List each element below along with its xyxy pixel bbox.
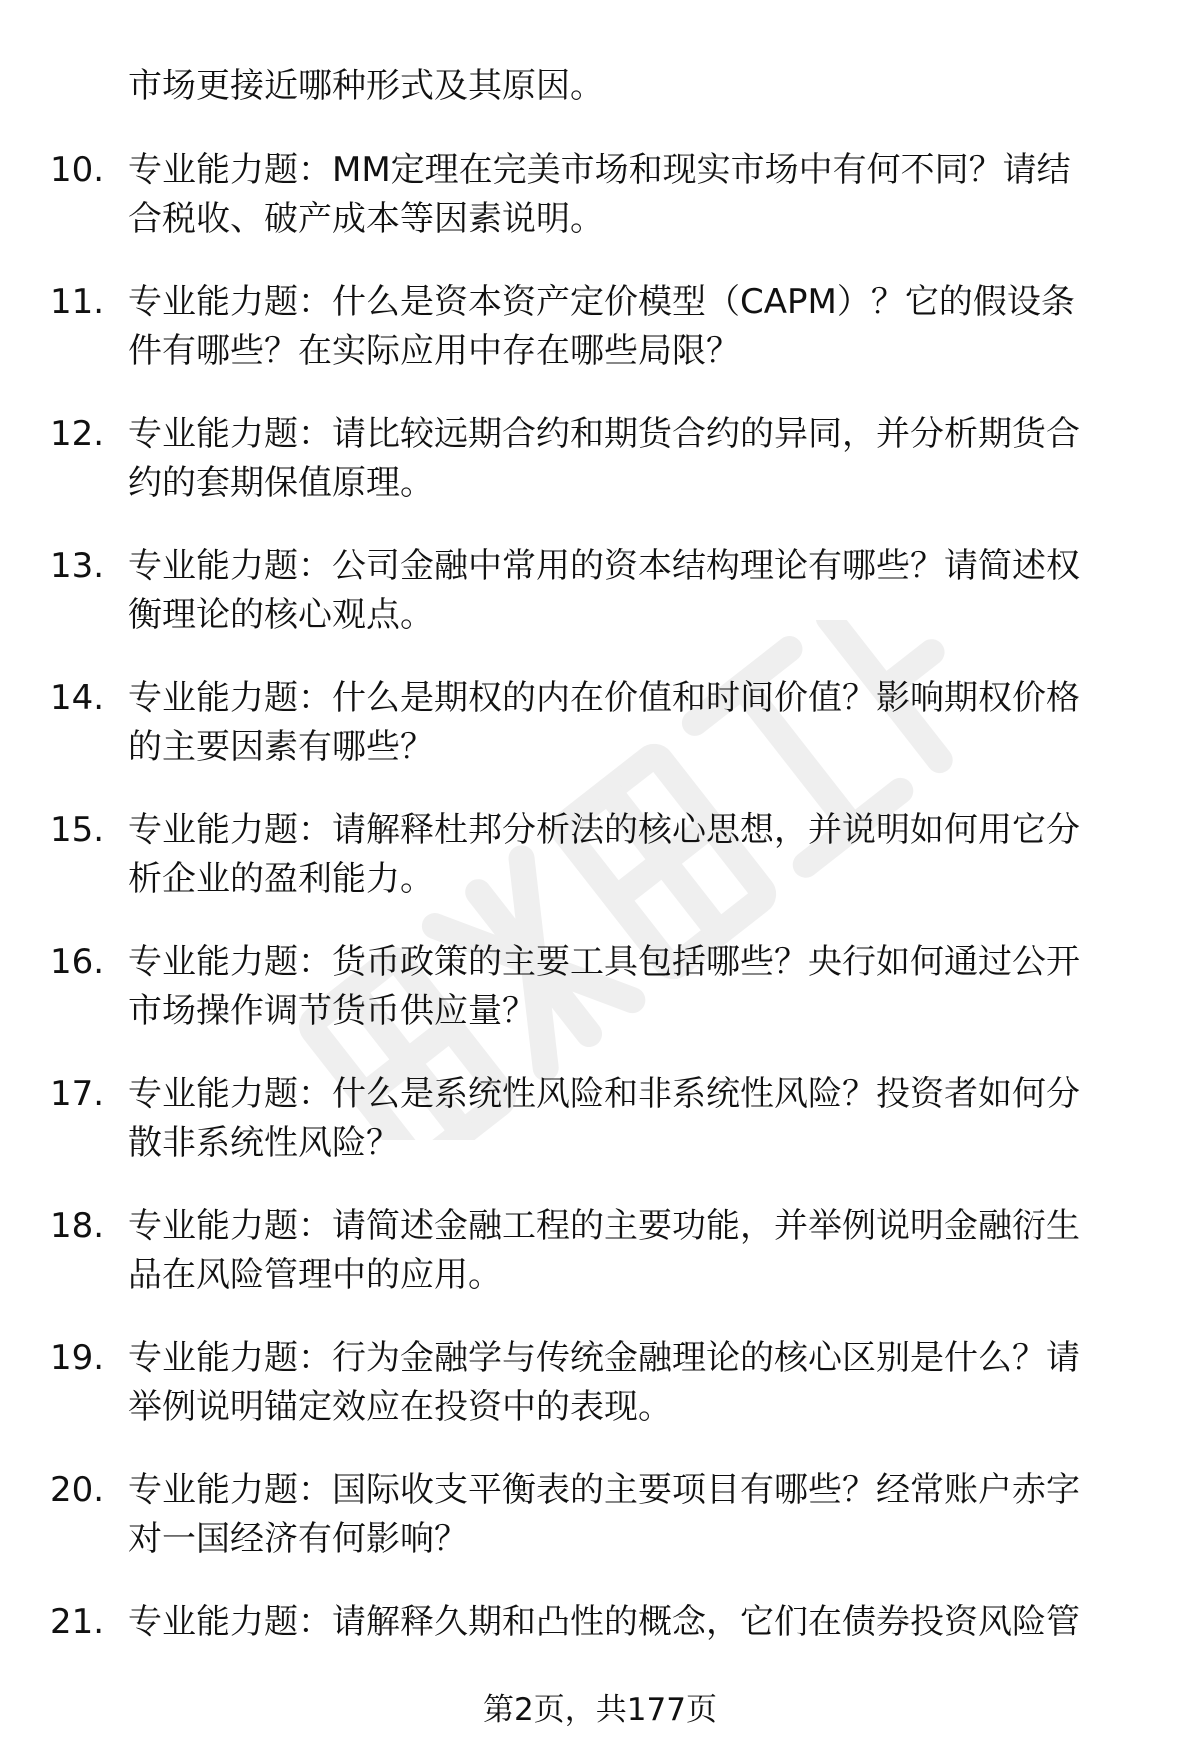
question-text-line: 件有哪些？在实际应用中存在哪些局限？ bbox=[128, 331, 740, 371]
question-number: 10. bbox=[50, 150, 105, 190]
question-text-line: 对一国经济有何影响？ bbox=[128, 1519, 468, 1559]
question-number: 18. bbox=[50, 1206, 105, 1246]
question-text-line: 专业能力题：行为金融学与传统金融理论的核心区别是什么？请 bbox=[128, 1338, 1080, 1378]
question-text-line: 专业能力题：国际收支平衡表的主要项目有哪些？经常账户赤字 bbox=[128, 1470, 1080, 1510]
page-footer: 第2页，共177页 bbox=[483, 1692, 717, 1728]
question-item bbox=[0, 674, 1200, 772]
question-text-line: 专业能力题：请比较远期合约和期货合约的异同，并分析期货合 bbox=[128, 414, 1080, 454]
question-item bbox=[0, 410, 1200, 508]
question-number: 21. bbox=[50, 1602, 105, 1642]
question-text-line: 专业能力题：公司金融中常用的资本结构理论有哪些？请简述权 bbox=[128, 546, 1080, 586]
question-item bbox=[0, 278, 1200, 376]
question-number: 20. bbox=[50, 1470, 105, 1510]
question-text-line: 约的套期保值原理。 bbox=[128, 463, 434, 503]
question-number: 19. bbox=[50, 1338, 105, 1378]
question-item bbox=[0, 1466, 1200, 1564]
question-text-line: 专业能力题：请简述金融工程的主要功能，并举例说明金融衍生 bbox=[128, 1206, 1080, 1246]
question-item bbox=[0, 938, 1200, 1036]
question-number: 14. bbox=[50, 678, 105, 718]
continuation-text: 市场更接近哪种形式及其原因。 bbox=[128, 66, 604, 106]
question-text-line: 合税收、破产成本等因素说明。 bbox=[128, 199, 604, 239]
question-item bbox=[0, 542, 1200, 640]
question-text-line: 专业能力题：请解释杜邦分析法的核心思想，并说明如何用它分 bbox=[128, 810, 1080, 850]
question-number: 13. bbox=[50, 546, 105, 586]
question-item bbox=[0, 1598, 1200, 1696]
question-text-line: 专业能力题：什么是资本资产定价模型（CAPM）？它的假设条 bbox=[128, 282, 1075, 322]
question-text-line: 的主要因素有哪些？ bbox=[128, 727, 434, 767]
question-text-line: 衡理论的核心观点。 bbox=[128, 595, 434, 635]
question-text-line: 品在风险管理中的应用。 bbox=[128, 1255, 502, 1295]
question-number: 15. bbox=[50, 810, 105, 850]
question-item bbox=[0, 1334, 1200, 1432]
question-text-line: 专业能力题：什么是系统性风险和非系统性风险？投资者如何分 bbox=[128, 1074, 1080, 1114]
question-text-line: 散非系统性风险？ bbox=[128, 1123, 400, 1163]
question-list bbox=[0, 146, 1200, 1730]
question-item bbox=[0, 1070, 1200, 1168]
question-text-line: 专业能力题：货币政策的主要工具包括哪些？央行如何通过公开 bbox=[128, 942, 1080, 982]
question-text-line: 举例说明锚定效应在投资中的表现。 bbox=[128, 1387, 672, 1427]
question-text-line: 市场操作调节货币供应量？ bbox=[128, 991, 536, 1031]
question-item bbox=[0, 1202, 1200, 1300]
question-number: 11. bbox=[50, 282, 105, 322]
question-text-line: 专业能力题：MM定理在完美市场和现实市场中有何不同？请结 bbox=[128, 150, 1071, 190]
question-number: 12. bbox=[50, 414, 105, 454]
question-number: 16. bbox=[50, 942, 105, 982]
question-text-line: 析企业的盈利能力。 bbox=[128, 859, 434, 899]
question-item bbox=[0, 146, 1200, 244]
question-number: 17. bbox=[50, 1074, 105, 1114]
question-item bbox=[0, 806, 1200, 904]
question-text-line: 专业能力题：什么是期权的内在价值和时间价值？影响期权价格 bbox=[128, 678, 1080, 718]
question-text-line: 专业能力题：请解释久期和凸性的概念，它们在债券投资风险管 bbox=[128, 1602, 1080, 1642]
